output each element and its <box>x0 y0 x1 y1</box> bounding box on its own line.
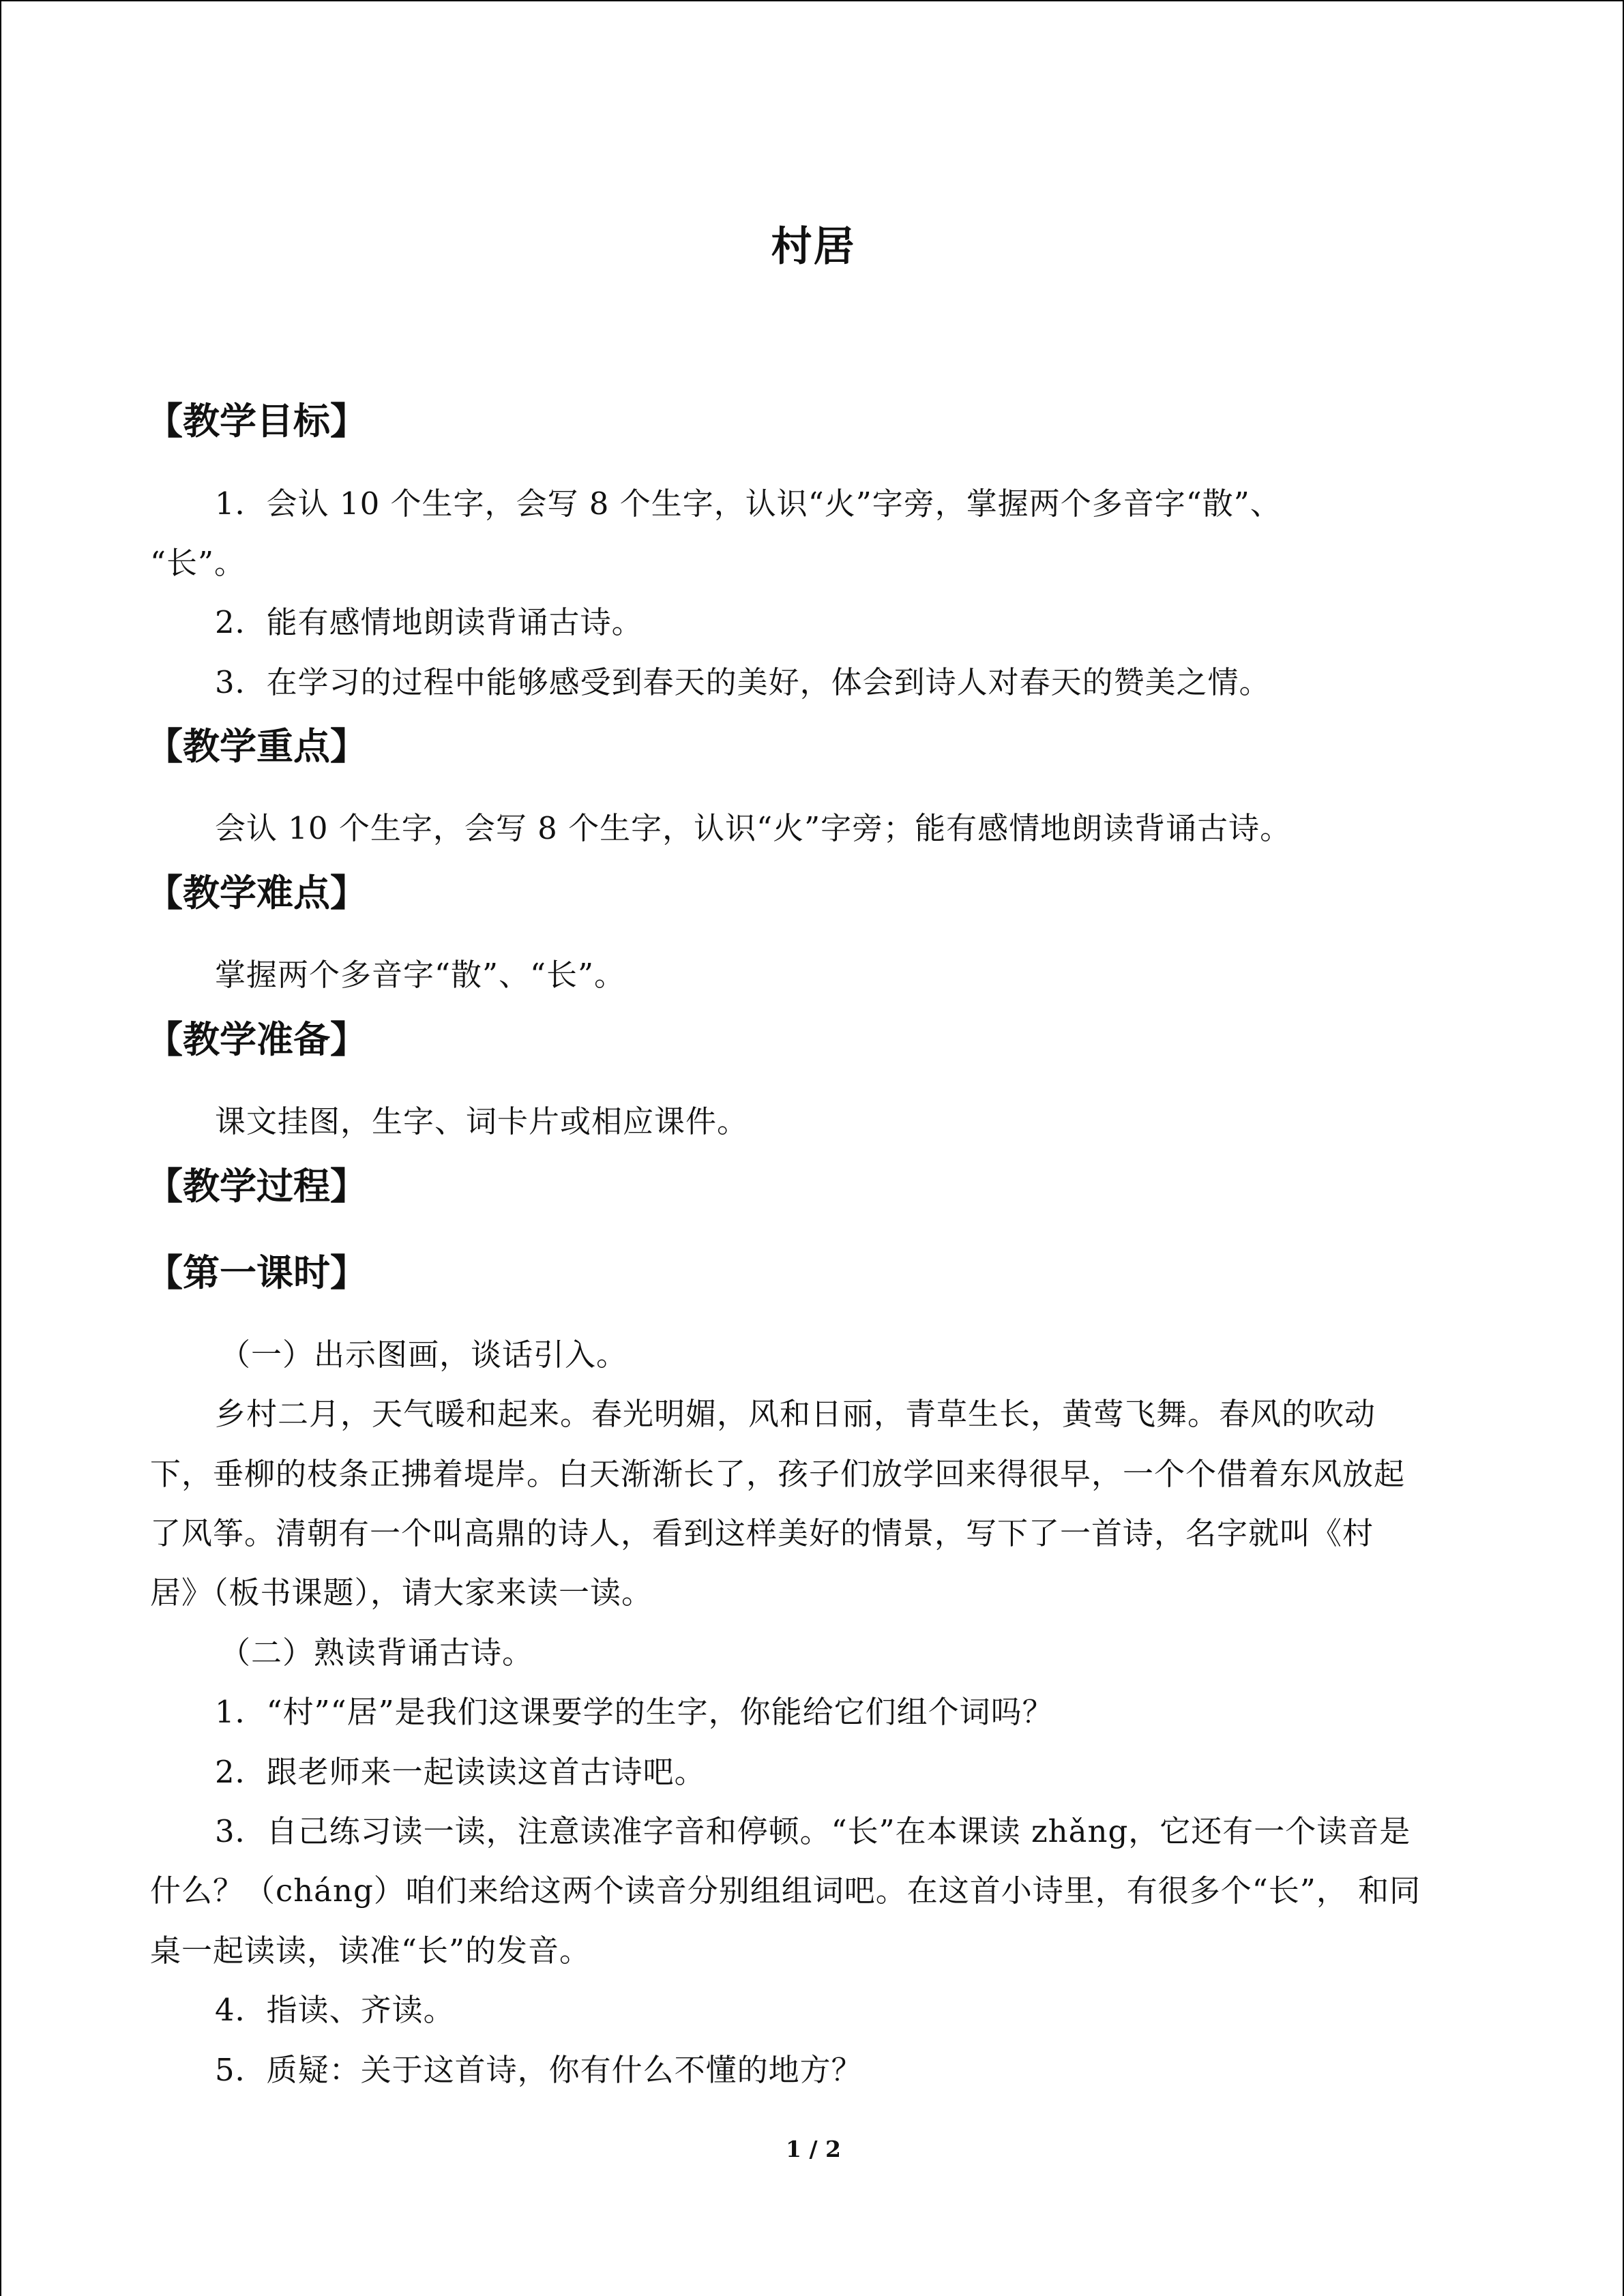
heading-key-points: 【教学重点】 <box>146 725 367 768</box>
lesson-item-3-cont-1: 什么？（cháng）咱们来给这两个读音分别组组词吧。在这首小诗里，有很多个“长”， 和同 <box>150 1873 1421 1909</box>
lesson-item-3: 3．自己练习读一读，注意读准字音和停顿。“长”在本课读 zhǎng，它还有一个读音是 <box>215 1813 1411 1849</box>
lesson-step-1-title: （一）出示图画，谈话引入。 <box>220 1337 628 1373</box>
page-title: 村居 <box>771 223 856 271</box>
lesson-paragraph-line-2: 下，垂柳的枝条正拂着堤岸。白天渐渐长了，孩子们放学回来得很早，一个个借着东风放起 <box>150 1456 1406 1492</box>
lesson-item-5: 5．质疑：关于这首诗，你有什么不懂的地方？ <box>215 2052 863 2088</box>
lesson-item-4: 4．指读、齐读。 <box>215 1992 455 2028</box>
lesson-item-2: 2．跟老师来一起读读这首古诗吧。 <box>215 1754 706 1790</box>
key-points-line: 会认 10 个生字，会写 8 个生字，认识“火”字旁；能有感情地朗读背诵古诗。 <box>215 810 1292 846</box>
lesson-item-1: 1．“村”“居”是我们这课要学的生字，你能给它们组个词吗？ <box>215 1694 1054 1730</box>
heading-teaching-goals: 【教学目标】 <box>146 400 367 443</box>
lesson-paragraph-line-1: 乡村二月，天气暖和起来。春光明媚，风和日丽，青草生长，黄莺飞舞。春风的吹动 <box>215 1396 1376 1432</box>
heading-process: 【教学过程】 <box>146 1165 367 1208</box>
lesson-paragraph-line-4: 居》（板书课题），请大家来读一读。 <box>150 1575 653 1611</box>
page-number: 1 / 2 <box>786 2136 841 2162</box>
goal-line-2: 2．能有感情地朗读背诵古诗。 <box>215 604 643 640</box>
goal-line-3: 3．在学习的过程中能够感受到春天的美好，体会到诗人对春天的赞美之情。 <box>215 664 1271 700</box>
lesson-item-3-cont-2: 桌一起读读，读准“长”的发音。 <box>150 1933 591 1969</box>
heading-first-lesson: 【第一课时】 <box>146 1251 367 1294</box>
heading-difficulties: 【教学难点】 <box>146 871 367 914</box>
difficulties-line: 掌握两个多音字“散”、“长”。 <box>215 957 626 993</box>
heading-preparation: 【教学准备】 <box>146 1018 367 1061</box>
goal-line-1: 1．会认 10 个生字，会写 8 个生字，认识“火”字旁，掌握两个多音字“散”、 <box>215 486 1282 522</box>
goal-line-1-cont: “长”。 <box>150 545 246 581</box>
lesson-step-2-title: （二）熟读背诵古诗。 <box>220 1635 534 1671</box>
lesson-paragraph-line-3: 了风筝。清朝有一个叫高鼎的诗人，看到这样美好的情景，写下了一首诗，名字就叫《村 <box>150 1515 1374 1551</box>
preparation-line: 课文挂图，生字、词卡片或相应课件。 <box>215 1103 749 1139</box>
